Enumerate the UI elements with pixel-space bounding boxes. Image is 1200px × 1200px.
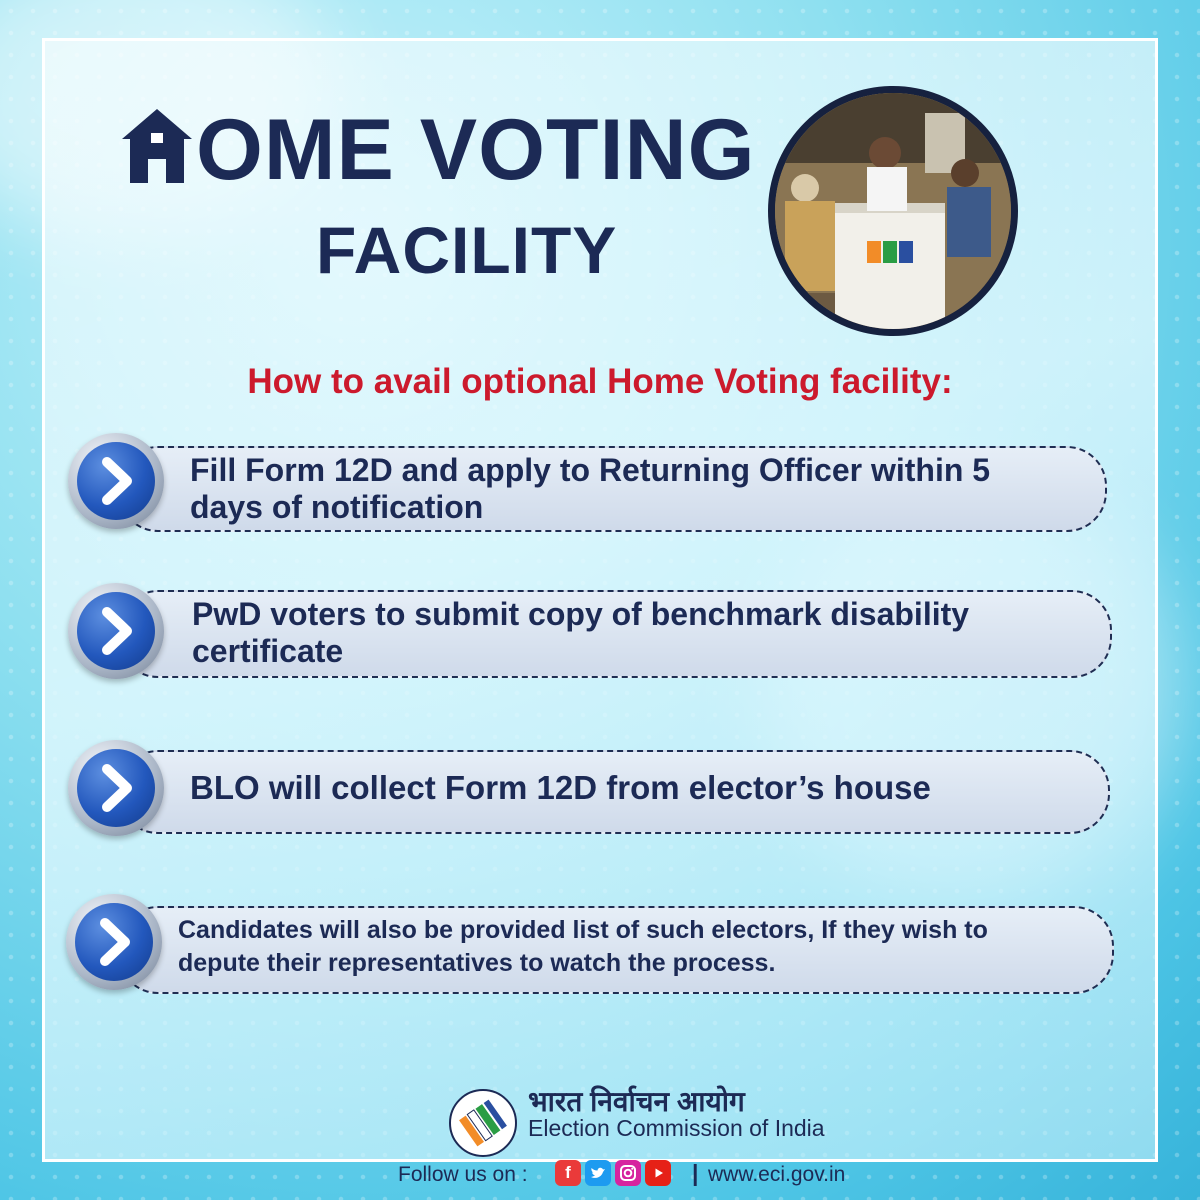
title-line1-text: OME VOTING bbox=[196, 102, 756, 198]
chevron-right-icon bbox=[77, 749, 155, 827]
step-4-badge-inner bbox=[75, 903, 153, 981]
step-2-badge bbox=[68, 583, 164, 679]
title-line1 bbox=[118, 100, 755, 200]
step-1-badge bbox=[68, 433, 164, 529]
step-4-line2: depute their representatives to watch the process. bbox=[178, 949, 776, 977]
house-h-icon bbox=[118, 105, 196, 185]
step-3-badge-inner bbox=[77, 749, 155, 827]
facebook-icon[interactable]: f bbox=[555, 1160, 581, 1186]
chevron-right-icon bbox=[77, 592, 155, 670]
subtitle: How to avail optional Home Voting facility: bbox=[247, 362, 953, 401]
footer-separator: | bbox=[692, 1160, 699, 1186]
org-name-hindi: भारत निर्वाचन आयोग bbox=[528, 1086, 745, 1117]
step-1-text bbox=[190, 452, 990, 526]
home-voting-photo bbox=[768, 86, 1018, 336]
step-1-line1: Fill Form 12D and apply to Returning Officer within 5 bbox=[190, 452, 991, 488]
step-3-badge bbox=[68, 740, 164, 836]
step-4-badge bbox=[66, 894, 162, 990]
step-2-line2: certificate bbox=[192, 633, 344, 669]
step-1-line2: days of notification bbox=[190, 489, 484, 525]
step-2-line1: PwD voters to submit copy of benchmark disability bbox=[192, 596, 970, 632]
instagram-icon[interactable] bbox=[615, 1160, 641, 1186]
twitter-icon[interactable] bbox=[585, 1160, 611, 1186]
eci-logo bbox=[447, 1087, 519, 1159]
chevron-right-icon bbox=[75, 903, 153, 981]
org-name-english: Election Commission of India bbox=[528, 1115, 825, 1141]
step-3-text bbox=[190, 768, 931, 808]
step-4-line1: Candidates will also be provided list of such electors, If they wish to bbox=[178, 916, 988, 944]
chevron-right-icon bbox=[77, 442, 155, 520]
follow-label: Follow us on : bbox=[398, 1163, 528, 1186]
step-2-text bbox=[192, 596, 969, 670]
step-1-badge-inner bbox=[77, 442, 155, 520]
step-4-text bbox=[178, 914, 988, 980]
step-3-line1: BLO will collect Form 12D from elector’s house bbox=[190, 769, 931, 806]
step-2-badge-inner bbox=[77, 592, 155, 670]
youtube-icon[interactable] bbox=[645, 1160, 671, 1186]
title-line2: FACILITY bbox=[316, 213, 618, 287]
website-link[interactable]: www.eci.gov.in bbox=[708, 1163, 846, 1186]
